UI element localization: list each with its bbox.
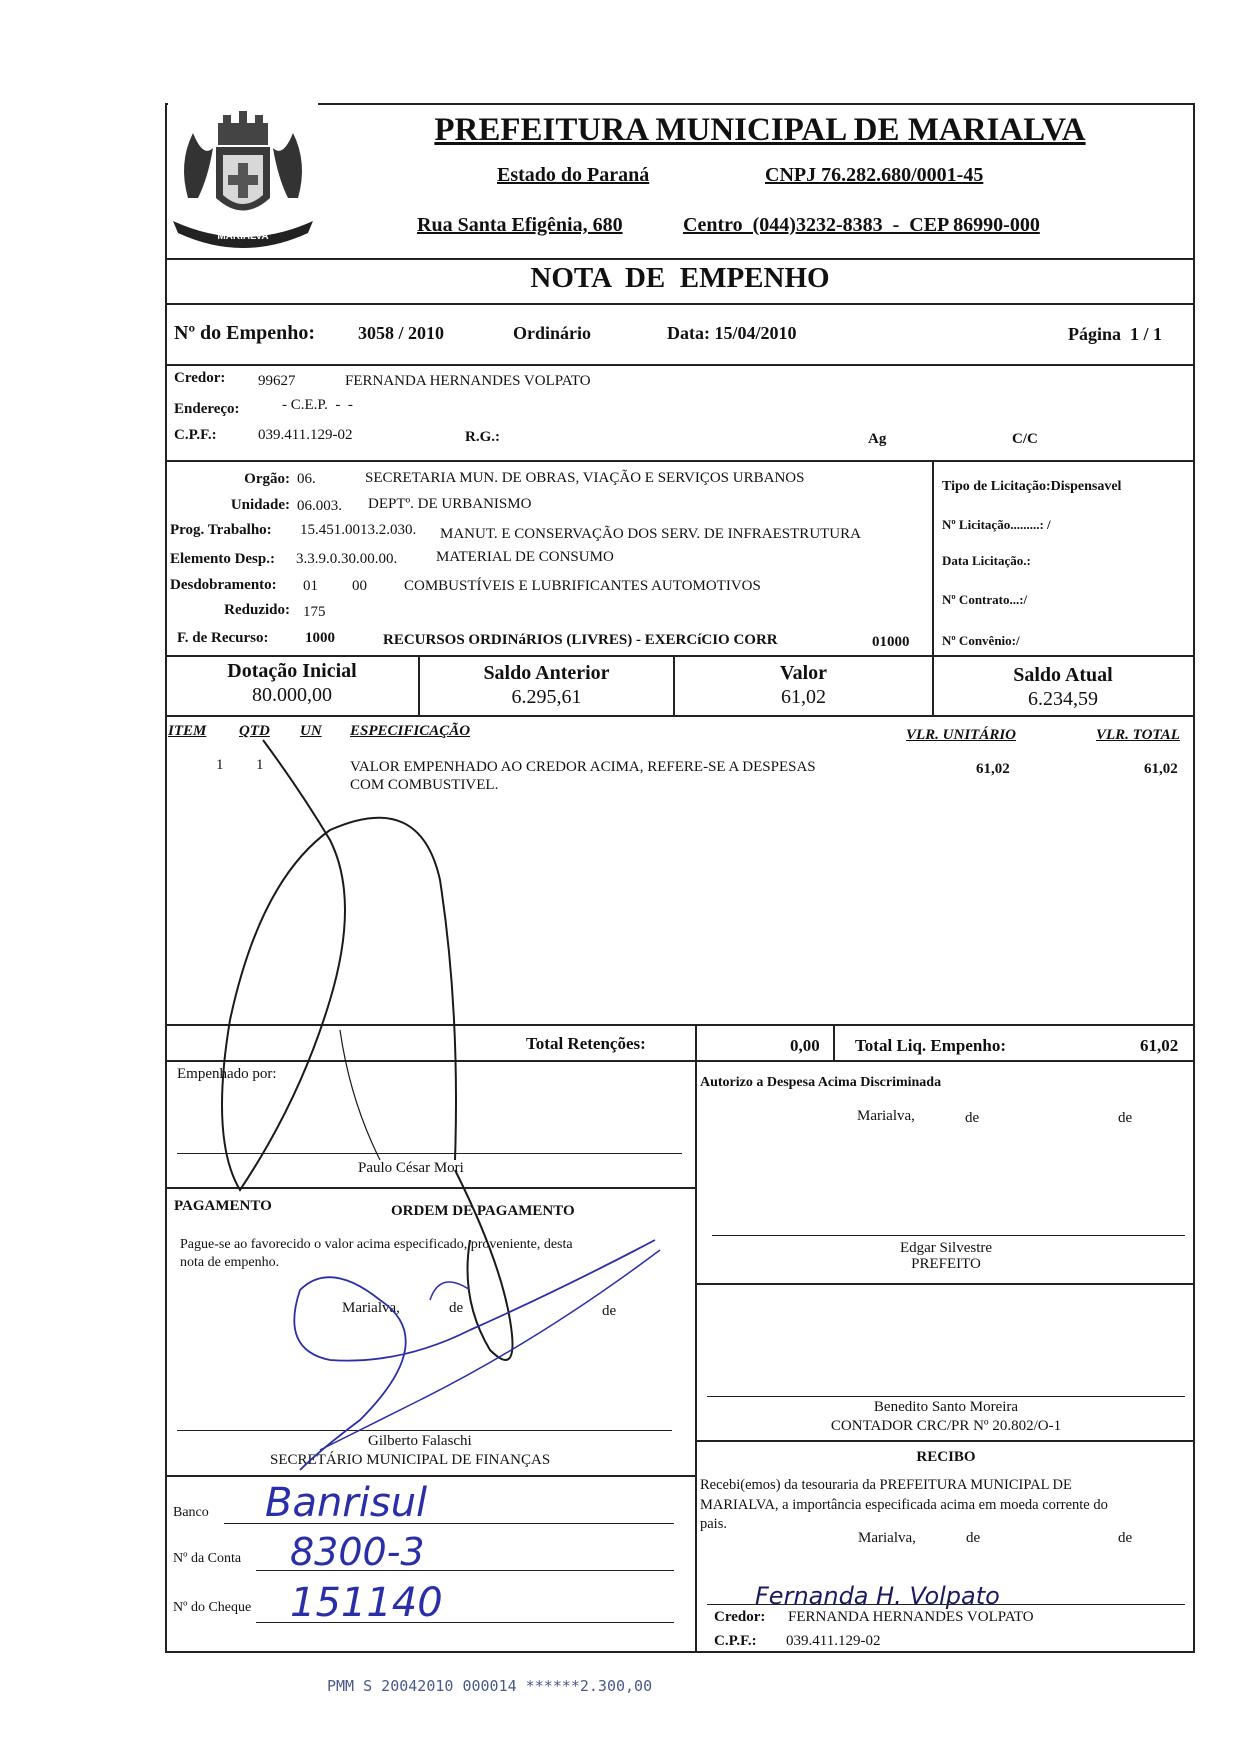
pagamento-place: Marialva, — [342, 1300, 400, 1316]
recibo-label: RECIBO — [916, 1449, 976, 1465]
prog-label: Prog. Trabalho: — [170, 522, 272, 538]
state-label: Estado do Paraná — [497, 164, 650, 186]
banco-label: Banco — [173, 1505, 209, 1520]
desdobramento-label: Desdobramento: — [170, 577, 277, 593]
pagamento-text-line-1: Pague-se ao favorecido o valor acima especificado, proveniente, desta — [180, 1237, 573, 1252]
item-number: 1 — [216, 757, 224, 773]
recibo-text-line-3: pais. — [700, 1516, 727, 1532]
autorizo-place: Marialva, — [857, 1108, 915, 1124]
dotacao-inicial-label: Dotação Inicial — [227, 660, 357, 682]
autorizo-de-1: de — [965, 1110, 980, 1126]
tipo-licitacao: Tipo de Licitação:Dispensavel — [942, 479, 1122, 494]
elemento-label: Elemento Desp.: — [170, 551, 275, 567]
conta-value: 8300-3 — [290, 1530, 425, 1574]
numero-contrato: Nº Contrato...:/ — [942, 592, 1028, 607]
item-spec-line-1: VALOR EMPENHADO AO CREDOR ACIMA, REFERE-SE A DESPESAS — [350, 759, 816, 775]
item-column-header: ITEM — [168, 723, 207, 739]
item-qtd: 1 — [256, 757, 264, 773]
recibo-de-1: de — [966, 1530, 981, 1546]
recibo-place: Marialva, — [858, 1530, 916, 1546]
saldo-atual-label: Saldo Atual — [1013, 664, 1113, 686]
recibo-text-line-2: MARIALVA, a importância especificada acima em moeda corrente do — [700, 1497, 1108, 1513]
valor-value: 61,02 — [781, 686, 826, 708]
address-label: Rua Santa Efigênia, 680 — [417, 214, 623, 236]
unidade-label: Unidade: — [230, 497, 290, 513]
cheque-value: 151140 — [290, 1580, 443, 1626]
autorizo-label: Autorizo a Despesa Acima Discriminada — [700, 1075, 942, 1090]
page-number: Página 1 / 1 — [1068, 324, 1163, 344]
pagamento-de-2: de — [602, 1303, 617, 1319]
dotacao-inicial-value: 80.000,00 — [252, 684, 332, 706]
reduzido-value: 175 — [303, 604, 326, 620]
recibo-credor-label: Credor: — [714, 1609, 766, 1625]
valor-label: Valor — [779, 662, 828, 684]
recurso-name: RECURSOS ORDINáRIOS (LIVRES) - EXERCíCIO CORR — [383, 632, 778, 648]
un-column-header: UN — [300, 723, 322, 739]
conta-label: Nº da Conta — [173, 1551, 242, 1566]
cpf-value: 039.411.129-02 — [258, 427, 353, 443]
orgao-code: 06. — [297, 471, 316, 487]
reduzido-label: Reduzido: — [224, 602, 290, 618]
qtd-column-header: QTD — [239, 723, 270, 739]
elemento-code: 3.3.9.0.30.00.00. — [296, 551, 398, 567]
total-liquido-label: Total Liq. Empenho: — [855, 1036, 1006, 1055]
empenhado-signer: Paulo César Mori — [358, 1160, 464, 1176]
desdobramento-name: COMBUSTÍVEIS E LUBRIFICANTES AUTOMOTIVOS — [404, 578, 761, 594]
crest-banner-text: MARIALVA — [217, 231, 269, 242]
cheque-label: Nº do Cheque — [173, 1600, 252, 1615]
pagamento-text-line-2: nota de empenho. — [180, 1255, 280, 1270]
credor-name: FERNANDA HERNANDES VOLPATO — [345, 373, 591, 389]
empenho-number-label: Nº do Empenho: — [174, 322, 316, 344]
empenhado-por-label: Empenhado por: — [177, 1066, 277, 1082]
elemento-name: MATERIAL DE CONSUMO — [436, 549, 614, 565]
prog-code: 15.451.0013.2.030. — [300, 522, 417, 538]
pagamento-de-1: de — [449, 1300, 464, 1316]
cnpj-label: CNPJ 76.282.680/0001-45 — [765, 164, 984, 186]
saldo-anterior-label: Saldo Anterior — [483, 662, 610, 684]
municipality-title: PREFEITURA MUNICIPAL DE MARIALVA — [434, 112, 1086, 148]
financas-role: SECRETÁRIO MUNICIPAL DE FINANÇAS — [270, 1452, 551, 1468]
recurso-label: F. de Recurso: — [177, 630, 269, 646]
recibo-signature: Fernanda H. Volpato — [755, 1582, 1000, 1610]
address-contact: Centro (044)3232-8383 - CEP 86990-000 — [683, 214, 1040, 236]
empenho-date: Data: 15/04/2010 — [667, 323, 797, 343]
prefeito-signer: Edgar Silvestre — [899, 1240, 993, 1256]
recibo-cpf-label: C.P.F.: — [714, 1633, 757, 1649]
empenho-type: Ordinário — [513, 323, 592, 343]
prefeito-role: PREFEITO — [911, 1256, 981, 1272]
pagamento-label: PAGAMENTO — [174, 1198, 272, 1214]
authentication-stamp: PMM S 20042010 000014 ******2.300,00 — [327, 1677, 653, 1695]
recibo-cpf-value: 039.411.129-02 — [786, 1633, 881, 1649]
empenho-number: 3058 / 2010 — [358, 323, 445, 343]
cpf-label: C.P.F.: — [174, 427, 217, 443]
recibo-text-line-1: Recebi(emos) da tesouraria da PREFEITURA MUNICIPAL DE — [700, 1477, 1072, 1493]
contador-signer: Benedito Santo Moreira — [873, 1399, 1019, 1415]
unidade-name: DEPTº. DE URBANISMO — [368, 496, 532, 512]
ordem-pagamento-label: ORDEM DE PAGAMENTO — [391, 1203, 575, 1219]
total-liquido-value: 61,02 — [1140, 1036, 1179, 1055]
especificacao-column-header: ESPECIFICAÇÃO — [350, 723, 471, 739]
numero-licitacao: Nº Licitação.........: / — [942, 517, 1051, 532]
credor-code: 99627 — [258, 373, 296, 389]
orgao-name: SECRETARIA MUN. DE OBRAS, VIAÇÃO E SERVIÇOS URBANOS — [365, 470, 805, 486]
numero-convenio: Nº Convênio:/ — [942, 633, 1020, 648]
banco-value: Banrisul — [265, 1480, 428, 1526]
cc-label: C/C — [1012, 431, 1038, 447]
prog-name: MANUT. E CONSERVAÇÃO DOS SERV. DE INFRAESTRUTURA — [440, 526, 861, 542]
item-vlr-total: 61,02 — [1144, 761, 1178, 777]
credor-label: Credor: — [174, 370, 226, 386]
unidade-code: 06.003. — [297, 498, 342, 514]
saldo-anterior-value: 6.295,61 — [511, 686, 582, 708]
recibo-de-2: de — [1118, 1530, 1133, 1546]
document-title: NOTA DE EMPENHO — [530, 262, 830, 294]
contador-role: CONTADOR CRC/PR Nº 20.802/O-1 — [830, 1418, 1062, 1434]
ag-label: Ag — [868, 431, 887, 447]
recurso-code-2: 01000 — [872, 634, 910, 650]
recibo-credor-name: FERNANDA HERNANDES VOLPATO — [788, 1609, 1034, 1625]
autorizo-de-2: de — [1118, 1110, 1133, 1126]
rg-label: R.G.: — [465, 429, 500, 445]
orgao-label: Orgão: — [244, 471, 290, 487]
total-retencoes-value: 0,00 — [790, 1036, 820, 1055]
endereco-label: Endereço: — [174, 401, 240, 417]
endereco-value: - C.E.P. - - — [282, 397, 353, 413]
financas-signer: Gilberto Falaschi — [368, 1433, 472, 1449]
data-licitacao: Data Licitação.: — [942, 553, 1031, 568]
vlr-unitario-column-header: VLR. UNITÁRIO — [906, 727, 1017, 743]
item-vlr-unitario: 61,02 — [976, 761, 1010, 777]
vlr-total-column-header: VLR. TOTAL — [1096, 727, 1180, 743]
item-spec-line-2: COM COMBUSTIVEL. — [350, 777, 499, 793]
saldo-atual-value: 6.234,59 — [1028, 688, 1098, 710]
desdobramento-a: 01 — [303, 578, 318, 594]
recurso-code: 1000 — [305, 630, 335, 646]
desdobramento-b: 00 — [352, 578, 367, 594]
total-retencoes-label: Total Retenções: — [526, 1034, 646, 1053]
